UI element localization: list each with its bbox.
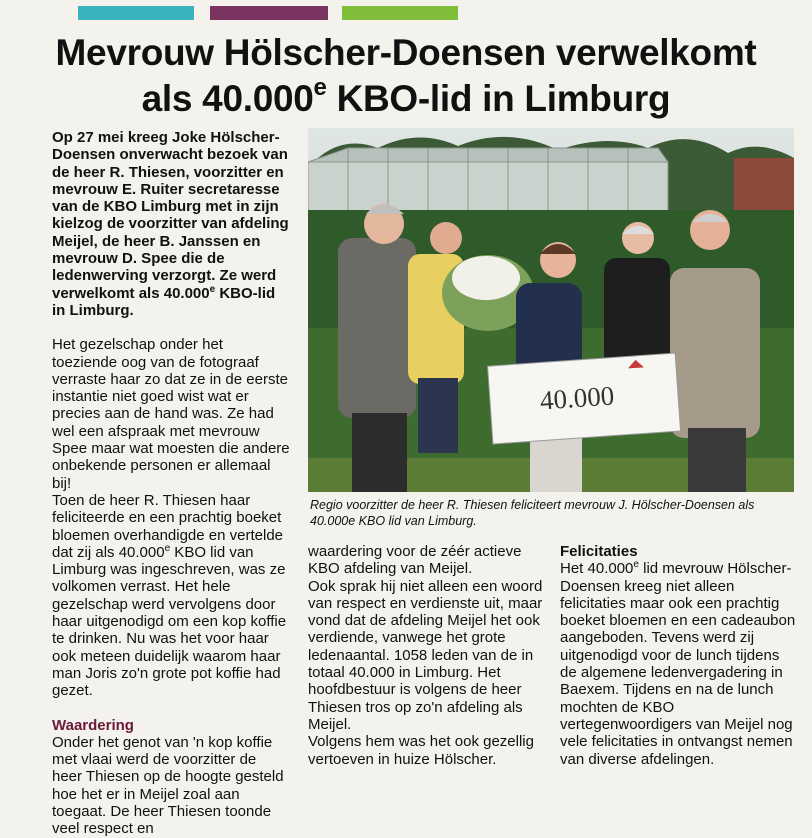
headline-superscript: e (313, 74, 327, 101)
sign-value: 40.000 (539, 380, 616, 416)
lead-superscript: e (209, 283, 216, 295)
body-paragraph-2 (52, 492, 290, 700)
body-paragraph-3: Onder het genot van 'n kop koffie met vlaai werd de voorzitter de heer Thiesen op de hoogte gesteld hoe het er in Meijel zoal aan toegaat. De heer Thiesen toonde veel respect en (52, 733, 284, 838)
lead-text: Op 27 mei kreeg Joke Hölscher-Doensen onverwacht bezoek van de heer R. Thiesen, voorzitter en mevrouw E. Ruiter secretaresse van de KBO Limburg met in zijn kielzog de voorzitter van afdeling Meijel, de heer B. Janssen en mevrouw D. Spee die de ledenwerving verzorgt. Ze werd verwelkomt als 40.000 (52, 129, 289, 302)
col2-paragraph-2: Ook sprak hij niet alleen een woord van respect en verdienste uit, maar vond dat de afdeling Meijel het ook verdiende, vanwege het grote ledenaantal. 1058 leden van de in totaal 40.000 in Limburg. Het hoofdbestuur is volgens de heer Thiesen tros op zo'n afdeling als Meijel. (308, 577, 543, 733)
col2-paragraph-1: waardering voor de zéér actieve KBO afdeling van Meijel. (308, 543, 522, 578)
col3-paragraph-start: Het 40.000 (560, 560, 634, 578)
headline-line-2-end: KBO-lid in Limburg (326, 78, 671, 119)
column-1 (52, 129, 290, 838)
article-photo (308, 128, 794, 492)
body-paragraph-2-start: Toen de heer R. Thiesen haar feliciteerde en een prachtig boeket bloemen overhandigde en vertelde dat zij als 40.000 (52, 491, 283, 561)
headline-line-2-start: als 40.000 (141, 78, 314, 119)
headline (20, 30, 792, 122)
body-paragraph-2-end: KBO lid van Limburg was ingeschreven, was ze volkomen verrast. Het hele gezelschap werd vervolgens door haar uitgenodigd om een kop koffie te drinken. Nu was het voor haar ook meteen duidelijk waarom haar man Joris zo'n grote pot koffie had gezet. (52, 543, 287, 700)
col3-superscript: e (633, 559, 639, 571)
photo-illustration (308, 128, 794, 492)
column-3 (560, 543, 796, 768)
headline-line-2 (20, 76, 792, 122)
body-paragraph-1: Het gezelschap onder het toeziende oog van de fotograaf verraste haar zo dat ze in de eerste instantie niet goed wist wat er precies aan de hand was. Ze had wel een afspraak met mevrouw Spee maar wat moesten die andere onbekende personen er allemaal bij! (52, 336, 290, 492)
col3-paragraph-end: lid mevrouw Hölscher-Doensen kreeg niet alleen felicitaties maar ook een prachtig boeket bloemen en een cadeaubon aangeboden. Tevens werd zij uitgenodigd voor de lunch tijdens de algemene ledenvergadering in Baexem. Tijdens en na de lunch mochten de KBO vertegenwoordigers van Meijel nog vele felicitaties in ontvangst nemen van diverse afdelingen. (560, 560, 796, 768)
body-paragraph-2-superscript: e (164, 542, 171, 554)
lead-paragraph (52, 129, 290, 319)
lead-text-end: KBO-lid in Limburg. (52, 284, 276, 319)
subheading-felicitaties: Felicitaties (560, 543, 638, 560)
headline-line-1: Mevrouw Hölscher-Doensen verwelkomt (55, 32, 757, 73)
column-2 (308, 543, 548, 768)
col2-paragraph-3: Volgens hem was het ook gezellig vertoeven in huize Hölscher. (308, 733, 534, 768)
purple-bar (210, 6, 328, 20)
subheading-waardering: Waardering (52, 716, 134, 734)
col3-paragraph-1 (560, 560, 796, 768)
photo-caption: Regio voorzitter de heer R. Thiesen feliciteert mevrouw J. Hölscher-Doensen als 40.000e KBO lid van Limburg. (310, 498, 755, 528)
green-bar (342, 6, 458, 20)
teal-bar (78, 6, 194, 20)
